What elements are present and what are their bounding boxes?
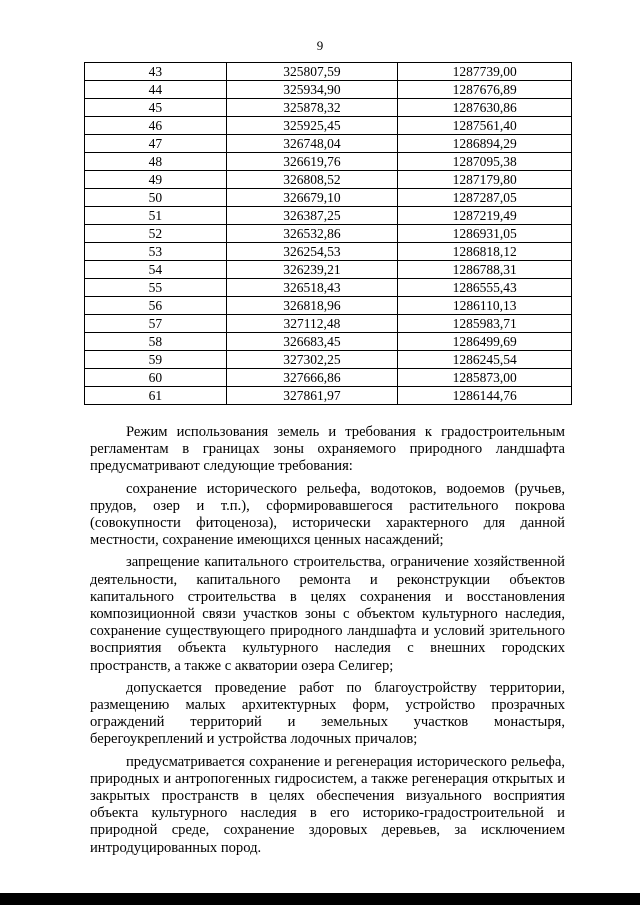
table-row xyxy=(85,63,572,81)
table-row xyxy=(85,387,572,405)
requirements-text xyxy=(90,424,565,862)
paragraph-relief: сохранение исторического рельефа, водотоков, водоемов (ручьев, прудов, озер и т.п.), сформировавшегося растительного покрова (совокупности фитоценоза), исторически характерного для данной местности, сохранение имеющихся ценных насаждений; xyxy=(90,480,565,549)
y-coordinate-cell: 1286555,43 xyxy=(398,279,572,297)
x-coordinate-cell: 327666,86 xyxy=(226,369,398,387)
y-coordinate-cell: 1286818,12 xyxy=(398,243,572,261)
y-coordinate-cell: 1286894,29 xyxy=(398,135,572,153)
table-row xyxy=(85,135,572,153)
y-coordinate-cell: 1286245,54 xyxy=(398,351,572,369)
y-coordinate-cell: 1287287,05 xyxy=(398,189,572,207)
x-coordinate-cell: 326619,76 xyxy=(226,153,398,171)
x-coordinate-cell: 326254,53 xyxy=(226,243,398,261)
table-row xyxy=(85,117,572,135)
paragraph-regeneration: предусматривается сохранение и регенерация исторического рельефа, природных и антропогенных гидросистем, а также регенерация открытых и закрытых пространств в целях обеспечения визуального восприятия объекта культурного наследия в его историко-градостроительной и природной среде, сохранение здоровых деревьев, за исключением интродуцированных пород. xyxy=(90,753,565,856)
point-number-cell: 54 xyxy=(85,261,227,279)
coordinates-table-body xyxy=(85,63,572,405)
table-row xyxy=(85,189,572,207)
x-coordinate-cell: 327861,97 xyxy=(226,387,398,405)
y-coordinate-cell: 1286931,05 xyxy=(398,225,572,243)
x-coordinate-cell: 325878,32 xyxy=(226,99,398,117)
x-coordinate-cell: 325807,59 xyxy=(226,63,398,81)
x-coordinate-cell: 326679,10 xyxy=(226,189,398,207)
coordinates-table xyxy=(84,62,572,405)
y-coordinate-cell: 1286110,13 xyxy=(398,297,572,315)
table-row xyxy=(85,153,572,171)
x-coordinate-cell: 325934,90 xyxy=(226,81,398,99)
y-coordinate-cell: 1285873,00 xyxy=(398,369,572,387)
x-coordinate-cell: 327112,48 xyxy=(226,315,398,333)
y-coordinate-cell: 1286144,76 xyxy=(398,387,572,405)
point-number-cell: 49 xyxy=(85,171,227,189)
point-number-cell: 52 xyxy=(85,225,227,243)
scan-bottom-edge xyxy=(0,893,640,905)
table-row xyxy=(85,81,572,99)
y-coordinate-cell: 1287219,49 xyxy=(398,207,572,225)
y-coordinate-cell: 1287561,40 xyxy=(398,117,572,135)
point-number-cell: 44 xyxy=(85,81,227,99)
x-coordinate-cell: 326683,45 xyxy=(226,333,398,351)
y-coordinate-cell: 1285983,71 xyxy=(398,315,572,333)
point-number-cell: 50 xyxy=(85,189,227,207)
y-coordinate-cell: 1286499,69 xyxy=(398,333,572,351)
point-number-cell: 51 xyxy=(85,207,227,225)
point-number-cell: 43 xyxy=(85,63,227,81)
point-number-cell: 55 xyxy=(85,279,227,297)
point-number-cell: 58 xyxy=(85,333,227,351)
table-row xyxy=(85,333,572,351)
point-number-cell: 48 xyxy=(85,153,227,171)
point-number-cell: 60 xyxy=(85,369,227,387)
page-number: 9 xyxy=(316,38,324,53)
x-coordinate-cell: 326818,96 xyxy=(226,297,398,315)
table-row xyxy=(85,225,572,243)
table-row xyxy=(85,99,572,117)
y-coordinate-cell: 1286788,31 xyxy=(398,261,572,279)
x-coordinate-cell: 325925,45 xyxy=(226,117,398,135)
point-number-cell: 46 xyxy=(85,117,227,135)
point-number-cell: 45 xyxy=(85,99,227,117)
table-row xyxy=(85,315,572,333)
point-number-cell: 57 xyxy=(85,315,227,333)
y-coordinate-cell: 1287179,80 xyxy=(398,171,572,189)
point-number-cell: 59 xyxy=(85,351,227,369)
table-row xyxy=(85,297,572,315)
x-coordinate-cell: 326387,25 xyxy=(226,207,398,225)
x-coordinate-cell: 326239,21 xyxy=(226,261,398,279)
x-coordinate-cell: 327302,25 xyxy=(226,351,398,369)
table-row xyxy=(85,171,572,189)
table-row xyxy=(85,279,572,297)
point-number-cell: 47 xyxy=(85,135,227,153)
paragraph-prohibition: запрещение капитального строительства, ограничение хозяйственной деятельности, капитального ремонта и реконструкции объектов капитального строительства в целях сохранения и восстановления композиционной связи участков зоны с объектом культурного наследия, сохранение существующего природного ландшафта и условий зрительного восприятия объекта культурного наследия с внешних городских пространств, а также с акватории озера Селигер; xyxy=(90,554,565,674)
table-row xyxy=(85,261,572,279)
point-number-cell: 56 xyxy=(85,297,227,315)
table-row xyxy=(85,243,572,261)
paragraph-allowed-works: допускается проведение работ по благоустройству территории, размещению малых архитектурных форм, устройство прозрачных ограждений территорий и земельных участков монастыря, берегоукреплений и устройства лодочных причалов; xyxy=(90,679,565,748)
y-coordinate-cell: 1287095,38 xyxy=(398,153,572,171)
x-coordinate-cell: 326748,04 xyxy=(226,135,398,153)
y-coordinate-cell: 1287630,86 xyxy=(398,99,572,117)
table-row xyxy=(85,207,572,225)
point-number-cell: 61 xyxy=(85,387,227,405)
x-coordinate-cell: 326518,43 xyxy=(226,279,398,297)
point-number-cell: 53 xyxy=(85,243,227,261)
table-row xyxy=(85,369,572,387)
x-coordinate-cell: 326808,52 xyxy=(226,171,398,189)
table-row xyxy=(85,351,572,369)
x-coordinate-cell: 326532,86 xyxy=(226,225,398,243)
y-coordinate-cell: 1287676,89 xyxy=(398,81,572,99)
y-coordinate-cell: 1287739,00 xyxy=(398,63,572,81)
paragraph-intro: Режим использования земель и требования к градостроительным регламентам в границах зоны охраняемого природного ландшафта предусматривают следующие требования: xyxy=(90,424,565,475)
